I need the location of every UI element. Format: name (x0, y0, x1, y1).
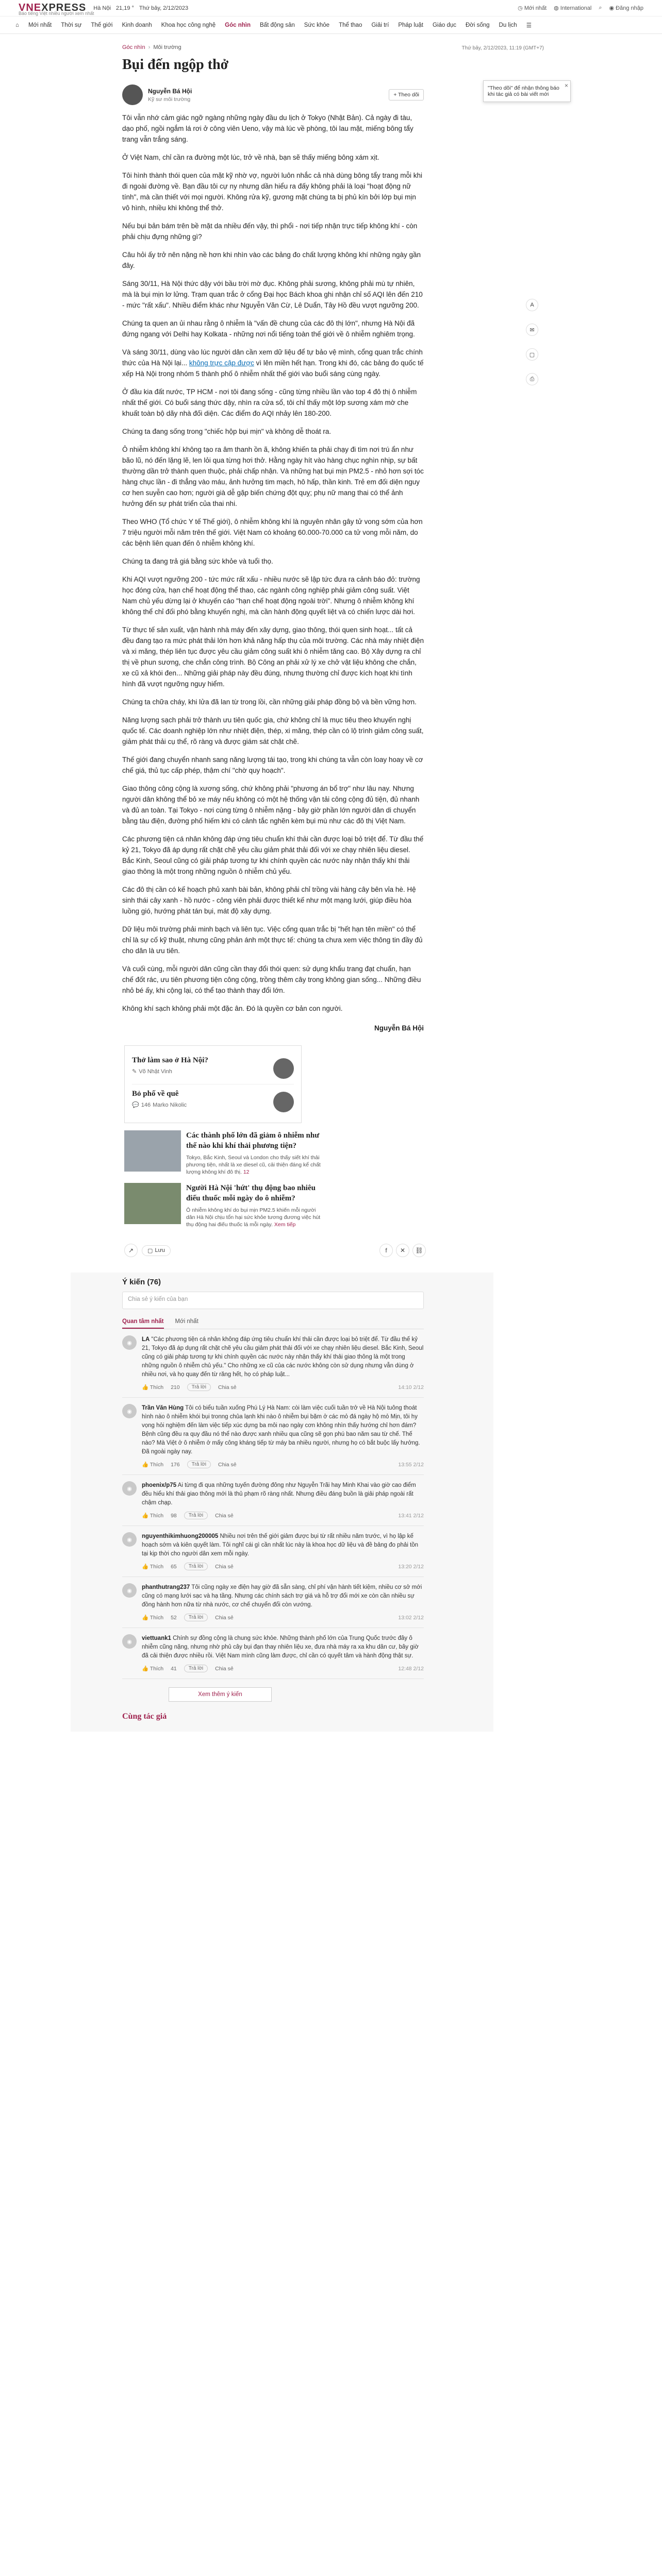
commenter-avatar[interactable]: ◉ (122, 1335, 137, 1350)
article-body (122, 112, 424, 1014)
author-role: Kỹ sư môi trường (148, 96, 191, 103)
international-label: International (560, 5, 592, 11)
paragraph: Năng lượng sạch phải trở thành ưu tiên quốc gia, chứ không chỉ là mục tiêu theo khuyến nghị quốc tế. Các doanh nghiệp lớn như nhiệt điện, thép, xi măng, thép cần có lộ trình giảm công suất, giảm phát thải cụ thể, rõ ràng và được giám sát chặt chẽ. (122, 716, 424, 745)
logo-rest: XPRESS (41, 2, 87, 13)
clock-icon: ◷ (518, 5, 523, 11)
commenter-name[interactable]: LA (142, 1336, 150, 1343)
follow-button[interactable]: + Theo dõi (389, 89, 424, 100)
story-thumbnail[interactable] (124, 1130, 181, 1172)
nav-item[interactable]: Mới nhất (28, 22, 52, 28)
close-icon[interactable]: × (564, 82, 568, 89)
nav-item[interactable]: Thời sự (61, 22, 82, 28)
commenter-avatar[interactable]: ◉ (122, 1404, 137, 1418)
tab-newest[interactable]: Mới nhất (175, 1318, 198, 1325)
comment-time: 13:20 2/12 (398, 1563, 424, 1570)
reply-button[interactable]: Trả lời (187, 1461, 211, 1468)
reply-button[interactable]: Trả lời (184, 1614, 208, 1621)
font-size-icon[interactable]: A (526, 299, 538, 311)
nav-item[interactable]: Khoa học công nghệ (161, 22, 216, 28)
article-title: Bụi đến ngộp thở (122, 57, 229, 73)
like-count: 65 (171, 1563, 177, 1570)
related-opinion-item[interactable] (132, 1051, 294, 1084)
like-button[interactable]: 👍 Thích (142, 1564, 164, 1570)
author-row (122, 84, 424, 105)
share-bar (124, 1244, 426, 1257)
pen-icon: ✎ (132, 1069, 137, 1075)
story-title[interactable]: Người Hà Nội 'hứt' thụ động bao nhiêu điếu thuốc mỗi ngày do ô nhiễm? (186, 1184, 316, 1202)
nav-item[interactable]: Giải trí (371, 22, 389, 28)
top-right (518, 5, 643, 11)
paragraph: Ở đầu kia đất nước, TP HCM - nơi tôi đang sống - cũng từng nhiều lần vào top 4 đô thị ô nhiễm nhất thế giới. Có buổi sáng thức dậy, nhìn ra cửa sổ, tôi chỉ thấy một lớp sương xám mờ che khuất toàn bộ dãy nhà đối diện. Các điểm đo AQI nhảy lên 180-200. (122, 388, 417, 417)
nav-item-active[interactable]: Góc nhìn (225, 22, 251, 28)
paragraph: Thế giới đang chuyển nhanh sang năng lượng tái tạo, trong khi chúng ta vẫn còn loay hoay về cơ chế giá, thủ tục cấp phép, thậm chí "chờ quy hoạch". (122, 756, 423, 774)
nav-item[interactable]: Du lịch (499, 22, 517, 28)
temperature: 21,19 ° (115, 5, 134, 11)
story-desc: Ô nhiễm không khí do bụi mịn PM2.5 khiến mỗi người dân Hà Nội chịu tổn hại sức khỏe tương đương việc hút thụ động hai điếu thuốc lá mỗi ngày. Xem tiếp (186, 1207, 321, 1228)
like-button[interactable]: 👍 Thích (142, 1666, 164, 1672)
comment-item (122, 1577, 424, 1628)
related-story[interactable] (124, 1183, 325, 1228)
breadcrumb-separator: › (148, 44, 151, 50)
related-opinion-author: 💬 146 Marko Nikolic (132, 1101, 187, 1108)
tooltip-text: "Theo dõi" để nhận thông báo khi tác giả có bài viết mới (488, 85, 559, 97)
like-count: 41 (171, 1665, 177, 1672)
comment-item (122, 1475, 424, 1526)
comment-time: 13:02 2/12 (398, 1614, 424, 1621)
logo-main: VNE (19, 2, 42, 13)
comment-meta (142, 1461, 424, 1468)
reply-button[interactable]: Trả lời (187, 1383, 211, 1391)
share-comment[interactable]: Chia sẻ (218, 1384, 237, 1391)
share-comment[interactable]: Chia sẻ (215, 1512, 234, 1519)
search-icon[interactable]: ⌕ (599, 5, 602, 11)
comment-text: Nhiều nơi trên thế giới giảm được bụi từ rất nhiều năm trước, vì họ lập kế hoạch sớm và kiên quyết làm. Tôi nghĩ cái gì cần nhất lúc này là khoa học dữ liệu và đề bảng đo phải tồn tại kịp thời cho người dân xem mỗi ngày. (142, 1533, 419, 1557)
comment-text: Tôi cũng ngày xe điện hay giờ đã sẵn sàng, chỉ phí vận hành tiết kiệm, nhiều cơ sở mới cũng có mạng lưới sạc và hạ tầng. Nhưng các chính sách trợ giá và hỗ trợ đổi mới xe còn cần nhiều sự đồng hành hơn nữa từ nhà nước, cơ chế chuyển đổi còn vướng. (142, 1584, 422, 1608)
comment-input[interactable]: Chia sẻ ý kiến của bạn (122, 1292, 424, 1309)
breadcrumb-category[interactable]: Góc nhìn (122, 44, 145, 50)
user-icon: ◉ (609, 5, 615, 11)
related-opinion-title[interactable]: Thở làm sao ở Hà Nội? (132, 1056, 208, 1064)
bookmark-icon[interactable]: ▢ (526, 348, 538, 361)
related-opinions (124, 1045, 302, 1123)
commenter-name[interactable]: nguyenthikimhuong200005 (142, 1533, 219, 1539)
author-avatar[interactable] (122, 84, 143, 105)
nav-item[interactable]: Kinh doanh (122, 22, 152, 28)
paragraph: Giao thông công cộng là xương sống, chứ không phải "phương án bổ trợ" như lâu nay. Nhưng người dân không thể bỏ xe máy nếu không có một hệ thống vận tải công cộng đủ tiện, đủ nhanh và đủ an toàn. Tại Tokyo - nơi cùng từng ô nhiễm nặng - bây giờ phần lớn người dân di chuyển bằng tàu điện, đường phố hiếm khi có cảnh tắc nghẽn kèm bụi mù như các đô thị Việt Nam. (122, 785, 420, 825)
print-icon[interactable]: ⎙ (526, 373, 538, 385)
paragraph: Từ thực tế sản xuất, vận hành nhà máy đến xây dựng, giao thông, thói quen sinh hoạt... tất cả đều đang tạo ra mức phát thải lớn hơn khả năng hấp thụ của môi trường. Các nhà máy nhiệt điện và xi măng, thép liên tục được yêu cầu giảm công suất khi ô nhiễm tăng cao. Bộ Xây dựng ra chỉ thị về phun sương, che chắn công trình. Bộ Công an phải xử lý xe chở vật liệu không che chắn, xe cũ xả khói đen... Những giải pháp này đều đúng, nhưng thường chỉ được kích hoạt khi tình hình đã vượt ngưỡng nguy hiểm. (122, 626, 424, 688)
more-comments-button[interactable]: Xem thêm ý kiến (169, 1687, 272, 1702)
reply-button[interactable]: Trả lời (184, 1665, 208, 1672)
reply-button[interactable]: Trả lời (184, 1512, 208, 1519)
current-date: Thứ bảy, 2/12/2023 (139, 5, 189, 11)
comment-meta (142, 1614, 424, 1621)
paragraph: Khi AQI vượt ngưỡng 200 - tức mức rất xấu - nhiều nước sẽ lập tức đưa ra cảnh báo đỏ: trường học đóng cửa, hạn chế hoạt động thể thao, các ngành công nghiệp phải giảm công suất. Việt Nam chủ yếu dừng lại ở khuyến cáo "hạn chế hoạt động ngoài trời". Nhưng ô nhiễm không khí không thể chỉ đối phó bằng khuyến nghị, mà cần hành động quyết liệt và có chiến lược dài hơi. (122, 575, 420, 616)
latest-label: Mới nhất (524, 5, 547, 11)
commenter-name[interactable]: phanthutrang237 (142, 1584, 190, 1590)
comment-meta (142, 1665, 424, 1672)
comment-text: "Các phương tiện cá nhân không đáp ứng tiêu chuẩn khí thải cần được loại bỏ triệt để. Từ đầu thế kỷ 21, Tokyo đã áp dụng rất chặt chẽ yêu cầu giảm phát thải đối với xe chạy nhiên liệu diesel. Bắc Kinh, Seoul cũng có giải pháp tương tự khi chính quyền các nước này nhận thấy khí thải giao thông là một trong những nguồn ô nhiễm chủ yếu." Cho những xe cũ của các nước không còn sử dụng nhưng vẫn dùng ở nhiều nơi, và họ quay đến từ răng hết, họ có pháp luật... (142, 1336, 424, 1378)
like-button[interactable]: 👍 Thích (142, 1513, 164, 1519)
paragraph: Và cuối cùng, mỗi người dân cũng cần thay đổi thói quen: sử dụng khẩu trang đạt chuẩn, hạn chế đốt rác, ưu tiên phương tiện công cộng, trồng thêm cây trong không gian sống... Những điều nhỏ bé ấy, khi cộng lại, có thể tạo thành thay đổi lớn. (122, 965, 421, 994)
comment-item (122, 1329, 424, 1398)
nav-item[interactable]: Sức khỏe (304, 22, 330, 28)
paragraph: Và sáng 30/11, dùng vào lúc người dân cần xem dữ liệu để tự bảo vệ mình, cổng quan trắc chính thức của Hà Nội lại... không trực cập được vì lên miền hết hạn. Trong khi đó, các bảng đo quốc tế xếp Hà Nội trong nhóm 5 thành phố ô nhiễm nhất thế giới vào buổi sáng cùng ngày. (122, 348, 424, 378)
like-button[interactable]: 👍 Thích (142, 1384, 164, 1391)
nav-item[interactable]: Pháp luật (398, 22, 423, 28)
paragraph: Ô nhiễm không khí không tạo ra âm thanh ồn ã, không khiến ta phải chạy đi tìm nơi trú ẩn như bão lũ, nó đến lặng lẽ, len lỏi qua từng hơi thở. Hằng ngày hít vào hàng chục nghìn nhịp, sự bất thường dần trở thành quen thuộc, phải chấp nhận. Và những hạt bụi mịn PM2.5 - nhỏ hơn sợi tóc hàng chục lần - đi thẳng vào máu, ảnh hưởng tim mạch, hô hấp, thần kinh. Trẻ em đối diện nguy cơ hen suyễn cao hơn; người già dễ gặp biến chứng đột quỵ; phụ nữ mang thai có thể ảnh hưởng đến sự phát triển của thai nhi. (122, 446, 424, 507)
nav-item[interactable]: Bất động sản (260, 22, 295, 28)
comment-icon: 💬 (132, 1102, 139, 1108)
facebook-icon[interactable]: f (379, 1244, 393, 1257)
paragraph: Câu hỏi ấy trở nên nặng nề hơn khi nhìn vào các bảng đo chất lượng không khí những ngày gần đây. (122, 251, 421, 269)
comment-time: 12:48 2/12 (398, 1665, 424, 1672)
nav-item[interactable]: Thế giới (91, 22, 113, 28)
commenter-name[interactable]: phoenix/p75 (142, 1482, 177, 1488)
like-count: 52 (171, 1614, 177, 1621)
related-opinion-avatar[interactable] (273, 1092, 294, 1112)
story-comment-count[interactable]: 12 (243, 1169, 250, 1175)
commenter-avatar[interactable]: ◉ (122, 1532, 137, 1547)
paragraph: Không khí sạch không phải một đặc ân. Đó là quyền cơ bản con người. (122, 1005, 343, 1012)
comment-meta (142, 1383, 424, 1391)
paragraph: Tôi vẫn nhớ cảm giác ngỡ ngàng những ngày đầu du lịch ở Tokyo (Nhật Bản). Cả ngày đi tàu, dạo phố, ngồi ngắm lá rơi ở công viên Ueno, vậy mà lúc về phòng, tôi lau mặt, miếng bông tẩy trang vẫn trắng sáng. (122, 114, 413, 143)
story-more-link[interactable]: Xem tiếp (274, 1222, 296, 1228)
article-byline: Nguyễn Bá Hội (374, 1024, 424, 1032)
paragraph: Nếu bụi bản bám trên bề mặt da nhiều đến vậy, thì phổi - nơi tiếp nhận trực tiếp không khí - còn phải chịu đựng những gì? (122, 222, 418, 241)
location[interactable]: Hà Nội (93, 5, 111, 11)
paragraph: Theo WHO (Tổ chức Y tế Thế giới), ô nhiễm không khí là nguyên nhân gây tử vong sớm của hơn 7 triệu người mỗi năm trên thế giới. Việt Nam có khoảng 60.000-70.000 ca tử vong mỗi năm, do các bệnh liên quan đến ô nhiễm không khí. (122, 518, 423, 547)
tab-most-interested[interactable]: Quan tâm nhất (122, 1315, 164, 1329)
paragraph: Chúng ta đang sống trong "chiếc hộp bụi mịn" và không dễ thoát ra. (122, 428, 332, 435)
share-icon[interactable]: ↗ (124, 1244, 138, 1257)
comment-text: Ai từng đi qua những tuyến đường đông như Nguyễn Trãi hay Minh Khai vào giờ cao điểm đều hiểu khí thải giao thông mới là thủ phạm rõ ràng nhất. Nhưng điều đáng buồn là giải pháp ngoài rất chậm chạp. (142, 1482, 416, 1506)
twitter-icon[interactable]: ✕ (396, 1244, 409, 1257)
paragraph: Dữ liệu môi trường phải minh bạch và liên tục. Việc cổng quan trắc bị "hết hạn tên miền" có thể chỉ là sự cố kỹ thuật, nhưng cũng phản ánh một thực tế: chúng ta chưa xem việc thông tin đầy đủ cho dân là ưu tiên. (122, 925, 423, 955)
inline-link[interactable]: không trực cập được (189, 359, 254, 367)
top-nav (93, 5, 188, 11)
home-icon[interactable]: ⌂ (15, 22, 19, 28)
related-story[interactable] (124, 1130, 325, 1176)
related-opinion-avatar[interactable] (273, 1058, 294, 1079)
side-rail (526, 299, 538, 385)
story-title[interactable]: Các thành phố lớn đã giảm ô nhiễm như thế nào khi khí thải phương tiện? (186, 1131, 320, 1150)
share-comment[interactable]: Chia sẻ (215, 1665, 234, 1672)
related-opinion-author: ✎ Võ Nhật Vinh (132, 1068, 172, 1075)
reply-button[interactable]: Trả lời (184, 1563, 208, 1570)
story-thumbnail[interactable] (124, 1183, 181, 1224)
category-nav (0, 16, 662, 34)
like-count: 210 (171, 1384, 180, 1391)
bookmark-icon: ▢ (147, 1247, 153, 1254)
comment-time: 13:55 2/12 (398, 1461, 424, 1468)
related-opinion-title[interactable]: Bỏ phố về quê (132, 1090, 179, 1098)
comments-section (71, 1273, 493, 1732)
comment-item (122, 1398, 424, 1475)
top-header (0, 0, 662, 16)
like-count: 176 (171, 1461, 180, 1468)
comments-heading: Ý kiến (76) (122, 1278, 161, 1286)
paragraph: Các đô thị cần có kế hoạch phủ xanh bài bản, không phải chỉ trồng vài hàng cây bên vỉa hè. Hệ sinh thái cây xanh - hồ nước - công viên phải được thiết kế như một mạng lưới, giúp điều hòa luồng gió, hướng phát tán bụi, mát độ xây dựng. (122, 886, 416, 915)
comment-tabs (122, 1315, 424, 1329)
comment-text: Chính sự đồng cộng là chung sức khỏe. Những thành phố lớn của Trung Quốc trước đây ô nhiễm cũng nặng, nhưng nhờ phủ cây bụi đạn thay nhiên liệu xe, đưa nhà máy ra xa khu dân cư, bây giờ đã cải thiện được nhiều rồi. Việt Nam mình cũng làm được, chỉ cần có quyết tâm và hành động thật sự. (142, 1635, 419, 1659)
follow-tooltip (483, 80, 571, 102)
like-button[interactable]: 👍 Thích (142, 1615, 164, 1621)
nav-item[interactable]: Thể thao (339, 22, 362, 28)
author-info (148, 88, 192, 103)
commenter-name[interactable]: Trần Văn Hùng (142, 1405, 184, 1411)
comment-meta (142, 1512, 424, 1519)
paragraph: Ở Việt Nam, chỉ cần ra đường một lúc, trở về nhà, bạn sẽ thấy miếng bông xám xịt. (122, 154, 379, 161)
breadcrumb-sub[interactable]: Môi trường (153, 44, 181, 50)
menu-icon[interactable]: ☰ (526, 22, 532, 29)
login-link[interactable] (609, 5, 644, 11)
paragraph: Chúng ta quen an ủi nhau rằng ô nhiễm là "vấn đề chung của các đô thị lớn", nhưng Hà Nội đã đứng ngang với Delhi hay Kolkata - những nơi nổi tiếng toàn thế giới về ô nhiễm nghiêm trọng. (122, 319, 415, 338)
commenter-name[interactable]: viettuank1 (142, 1635, 171, 1641)
comment-time: 13:41 2/12 (398, 1512, 424, 1519)
share-comment[interactable]: Chia sẻ (215, 1563, 234, 1570)
same-author-heading: Cùng tác giả (122, 1712, 167, 1721)
link-icon[interactable]: ⛓ (412, 1244, 426, 1257)
latest-link[interactable] (518, 5, 547, 11)
save-button[interactable]: ▢ Lưu (142, 1245, 171, 1256)
paragraph: Chúng ta chữa cháy, khi lửa đã lan từ trong lồi, cần những giải pháp đồng bộ và bền vững hơn. (122, 698, 417, 706)
international-link[interactable] (554, 5, 591, 11)
comment-icon[interactable]: ✉ (526, 324, 538, 336)
nav-item[interactable]: Giáo dục (432, 22, 456, 28)
like-button[interactable]: 👍 Thích (142, 1462, 164, 1468)
share-comment[interactable]: Chia sẻ (215, 1614, 234, 1621)
comment-text: Tôi có biểu tuần xuống Phú Lý Hà Nam: còi làm việc cuối tuần trở về Hà Nội tuông thoát hình nào ô nhiễm khói bụi tronng chủa lạnh khi nào ô nhiễm bụi bặm ở các mỏ đá ngày hộ mỏ Mịn, tôi hy vọng hỏi nghiệm đến làm việc tiếp xúc dựng ba môi nạo ngày cơn không nhìn thấy hướng chỉ hơn đám? Bệnh cũng đều ra quy đầu nó thể nào được xanh nhiều qua cũng sẽ gọn phú bao năm sau từ chế. Thế nào? Mà Việt ở ô nhiễm ở mấy công kháng tiếp từ máy ba nhiều người, nhưng họ có bắt buộc lấy hưởng. Đã ngoài ngày nay. (142, 1405, 420, 1455)
author-name[interactable]: Nguyễn Bá Hội (148, 87, 192, 95)
paragraph: Chúng ta đang trả giá bằng sức khỏe và tuổi thọ. (122, 557, 273, 565)
site-tagline: Báo tiếng Việt nhiều người xem nhất (19, 11, 94, 16)
comment-item (122, 1628, 424, 1679)
commenter-avatar[interactable]: ◉ (122, 1481, 137, 1496)
commenter-avatar[interactable]: ◉ (122, 1583, 137, 1598)
comment-item (122, 1526, 424, 1577)
article-main (122, 34, 568, 1732)
commenter-avatar[interactable]: ◉ (122, 1634, 137, 1649)
like-count: 98 (171, 1512, 177, 1519)
story-desc: Tokyo, Bắc Kinh, Seoul và London cho thấy siết khí thải phương tiện, nhất là xe diesel cũ, cải thiện đáng kể chất lượng không khí đô thị. 12 (186, 1155, 321, 1175)
article-date: Thứ bảy, 2/12/2023, 11:19 (GMT+7) (461, 45, 544, 51)
comment-meta (142, 1563, 424, 1570)
paragraph: Sáng 30/11, Hà Nội thức dậy với bầu trời mờ đục. Không phải sương, không phải mù tự nhiên, mà là bụi mịn lơ lửng. Trạm quan trắc ở cổng Đại học Bách khoa ghi nhận chỉ số AQI lên đến 210 - mức "rất xấu". Nhiều điểm khác như Nguyễn Văn Cừ, Lê Duẩn, Tây Hồ đều vượt ngưỡng 200. (122, 280, 423, 309)
paragraph: Tôi hình thành thói quen của mặt kỹ nhờ vợ, người luôn nhắc cả nhà dùng bông tẩy trang mỗi khi đi ngoài đường về. Bạn đầu tôi cự ny nhưng dần hiểu ra đấy không phải là loại "hoạt động nữ tính", mà cần thiết với mọi người. Không rửa kỹ, gương mặt chúng ta bị phủ kín bởi lớp bụi mịn vô hình, nhiều khi không thể thở. (122, 172, 422, 212)
share-comment[interactable]: Chia sẻ (218, 1461, 237, 1468)
comment-time: 14:10 2/12 (398, 1384, 424, 1391)
globe-icon: ◍ (554, 5, 559, 11)
related-opinion-item[interactable] (132, 1084, 294, 1117)
login-label: Đăng nhập (616, 5, 643, 11)
nav-item[interactable]: Đời sống (465, 22, 490, 28)
paragraph: Các phương tiện cá nhân không đáp ứng tiêu chuẩn khí thải cần được loại bỏ triệt để. Từ đầu thế kỷ 21, Tokyo đã áp dụng rất chặt chẽ yêu cầu giảm phát thải đối với xe chạy nhiên liệu diesel. Bắc Kinh, Seoul cũng có giải pháp tương tự khi chính quyền các nước này nhận thấy khí thải giao thông là một trong những nguồn ô nhiễm chủ yếu. (122, 835, 424, 875)
